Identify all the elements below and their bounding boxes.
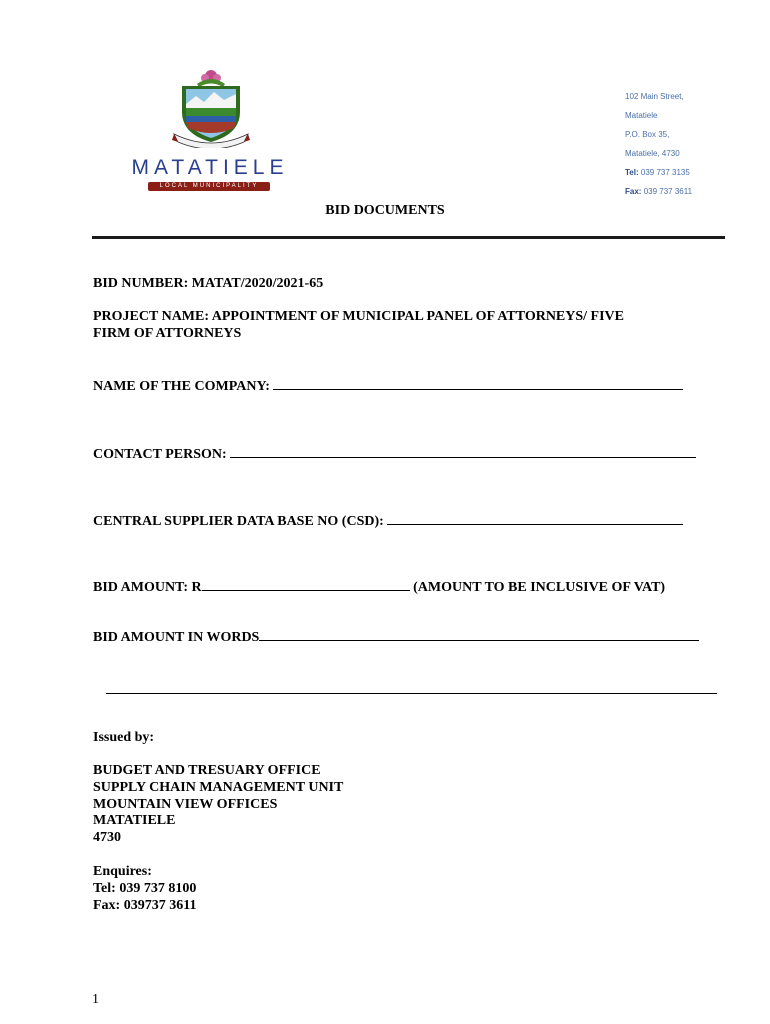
municipal-logo (110, 68, 310, 193)
bid-amount-blank[interactable] (202, 578, 410, 591)
issuer-line-1: BUDGET AND TRESUARY OFFICE (93, 763, 321, 778)
bid-amount-words-label: BID AMOUNT IN WORDS (93, 630, 260, 645)
bid-amount-words-blank[interactable] (259, 628, 699, 641)
header-divider (92, 236, 725, 239)
company-name-blank[interactable] (273, 377, 683, 390)
address-street: 102 Main Street, (625, 92, 684, 101)
bid-amount-words-field (93, 628, 699, 646)
issuer-line-5: 4730 (93, 830, 121, 845)
contact-person-label: CONTACT PERSON: (93, 447, 227, 462)
csd-number-blank[interactable] (387, 512, 683, 525)
project-name-line-2: FIRM OF ATTORNEYS (93, 326, 242, 341)
project-name-line-1: PROJECT NAME: APPOINTMENT OF MUNICIPAL PANEL OF ATTORNEYS/ FIVE (93, 309, 625, 324)
tel-value: 039 737 3135 (640, 168, 690, 177)
municipality-name: MATATIELE (131, 156, 289, 179)
address-tel (625, 166, 692, 185)
issuer-line-2: SUPPLY CHAIN MANAGEMENT UNIT (93, 780, 344, 795)
csd-number-label: CENTRAL SUPPLIER DATA BASE NO (CSD): (93, 514, 384, 529)
document-title: BID DOCUMENTS (325, 203, 445, 218)
issuer-line-3: MOUNTAIN VIEW OFFICES (93, 797, 278, 812)
municipal-crest-icon (172, 68, 250, 148)
municipality-subtitle: LOCAL MUNICIPALITY (148, 182, 270, 191)
enquiries-tel: Tel: 039 737 8100 (93, 881, 197, 896)
bid-amount-note: (AMOUNT TO BE INCLUSIVE OF VAT) (413, 580, 666, 595)
tel-label: Tel: (625, 168, 639, 177)
issued-by-label: Issued by: (93, 730, 155, 745)
issuer-line-4: MATATIELE (93, 813, 176, 828)
address-town: Matatiele (625, 111, 658, 120)
company-name-field (93, 377, 683, 395)
address-fax (625, 185, 692, 204)
enquiries-fax: Fax: 039737 3611 (93, 898, 197, 913)
contact-person-blank[interactable] (230, 445, 696, 458)
address-town-code: Matatiele, 4730 (625, 149, 680, 158)
page-number: 1 (92, 992, 99, 1007)
enquiries-label: Enquires: (93, 864, 152, 879)
bid-amount-label: BID AMOUNT: R (93, 580, 202, 595)
bid-amount-field (93, 578, 665, 596)
address-po-box: P.O. Box 35, (625, 130, 670, 139)
bid-amount-words-blank-line-2[interactable] (106, 681, 717, 694)
company-name-label: NAME OF THE COMPANY: (93, 379, 270, 394)
bid-number: BID NUMBER: MATAT/2020/2021-65 (93, 276, 324, 291)
letterhead-address (625, 90, 692, 204)
fax-label: Fax: (625, 187, 642, 196)
csd-number-field (93, 512, 683, 530)
contact-person-field (93, 445, 696, 463)
fax-value: 039 737 3611 (643, 187, 693, 196)
